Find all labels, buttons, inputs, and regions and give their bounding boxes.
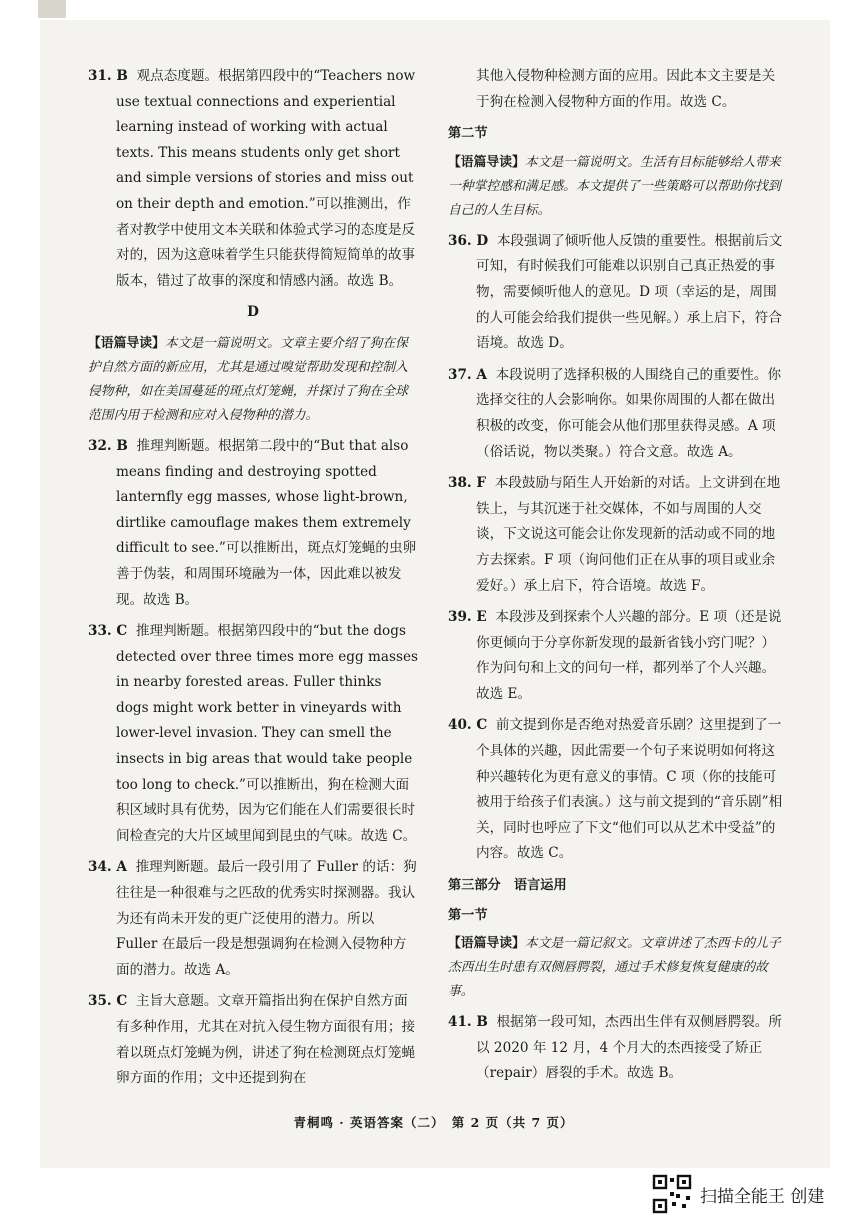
answer-32-number: 32. B — [88, 437, 128, 454]
guide-d-text: 本文是一篇说明文。文章主要介绍了狗在保护自然方面的新应用，尤其是通过嗅觉帮助发现和控制入侵物种，如在美国蔓延的斑点灯笼蝇，并探讨了狗在全球范围内用于检测和应对入侵物种的潜力。 — [88, 335, 408, 423]
answer-37 — [448, 363, 784, 465]
qr-code-icon — [652, 1174, 692, 1214]
answer-31 — [88, 64, 418, 294]
answer-35-number: 35. C — [88, 993, 128, 1010]
answer-34 — [88, 855, 418, 983]
answer-37-number: 37. A — [448, 366, 487, 383]
answer-36-number: 36. D — [448, 232, 489, 249]
answer-36 — [448, 229, 784, 357]
answer-41-text: 根据第一段可知，杰西出生伴有双侧唇腭裂。所以 2020 年 12 月，4 个月大的杰西接受了矫正（repair）唇裂的手术。故选 B。 — [476, 1014, 782, 1082]
guide-section-2-tag: 【语篇导读】 — [448, 154, 525, 170]
answer-31-text: 观点态度题。根据第四段中的“Teachers now use textual connections and experiential learning instead of working with actual texts. This means students only get short and simple versions of stories and miss out on their depth and emotion.”可以推测出，作者对教学中使用文本关联和体验式学习的态度是反对的，因为这意味着学生只能获得简短简单的故事版本，错过了故事的深度和情感内涵。故选 B。 — [116, 68, 416, 289]
answer-38-number: 38. F — [448, 475, 487, 492]
scan-tape-mark — [38, 0, 66, 18]
answer-33 — [88, 619, 418, 849]
guide-section-2 — [448, 151, 784, 223]
guide-part-3-text: 本文是一篇记叙文。文章讲述了杰西卡的儿子杰西出生时患有双侧唇腭裂，通过手术修复恢复健康的故事。 — [448, 936, 781, 1000]
answer-39-text: 本段涉及到探索个人兴趣的部分。E 项（还是说你更倾向于分享你新发现的最新省钱小窍门呢？）作为问句和上文的问句一样，都列举了个人兴趣。故选 E。 — [476, 609, 782, 702]
answer-36-text: 本段强调了倾听他人反馈的重要性。根据前后文可知，有时候我们可能难以识别自己真正热爱的事物，需要倾听他人的意见。D 项（幸运的是，周围的人可能会给我们提供一些见解。）承上启下，符合语境。故选 D。 — [476, 232, 783, 352]
left-column — [88, 64, 418, 1098]
answer-38-text: 本段鼓励与陌生人开始新的对话。上文讲到在地铁上，与其沉迷于社交媒体，不如与周围的人交谈，下文说这可能会让你发现新的活动或不同的地方去探索。F 项（询问他们正在从事的项目或业余爱好。）承上启下，符合语境。故选 F。 — [476, 475, 781, 594]
answer-38 — [448, 471, 784, 599]
answer-35-continued: 其他入侵物种检测方面的应用。因此本文主要是关于狗在检测入侵物种方面的作用。故选 C。 — [476, 68, 776, 110]
answer-35 — [88, 989, 418, 1091]
guide-part-3 — [448, 932, 784, 1004]
answer-34-text: 推理判断题。最后一段引用了 Fuller 的话：狗往往是一种很难与之匹敌的优秀实时探测器。我认为还有尚未开发的更广泛使用的潜力。所以 Fuller 在最后一段是想强调狗在检测入侵物种方面的潜力。故选 A。 — [116, 859, 417, 978]
answer-37-text: 本段说明了选择积极的人围绕自己的重要性。你选择交往的人会影响你。如果你周围的人都在做出积极的改变，你可能会从他们那里获得灵感。A 项（俗话说，物以类聚。）符合文意。故选 A。 — [476, 366, 782, 460]
answer-35-text: 主旨大意题。文章开篇指出狗在保护自然方面有多种作用，尤其在对抗入侵生物方面很有用；接着以斑点灯笼蝇为例，讲述了狗在检测斑点灯笼蝇卵方面的作用；文中还提到狗在 — [116, 993, 416, 1087]
answer-33-text: 推理判断题。根据第四段中的“but the dogs detected over three times more egg masses in nearby forested areas. Fuller thinks dogs might work better in vineyards with lower-level invasion. They can smell the insects in big areas that would take people too long to check.”可以推断出，狗在检测大面积区域时具有优势，因为它们能在人们需要很长时间检查完的大片区域里闻到昆虫的气味。故选 C。 — [116, 623, 418, 844]
part-3-heading: 第三部分 语言运用 — [448, 878, 567, 894]
guide-d-tag: 【语篇导读】 — [88, 335, 165, 351]
answer-40-text: 前文提到你是否绝对热爱音乐剧？这里提到了一个具体的兴趣，因此需要一个句子来说明如何将这种兴趣转化为更有意义的事情。C 项（你的技能可被用于给孩子们表演。）这与前文提到的“音乐剧”相关，同时也呼应了下文“他们可以从艺术中受益”的内容。故选 C。 — [476, 717, 783, 862]
guide-part-3-tag: 【语篇导读】 — [448, 936, 525, 952]
answer-41-number: 41. B — [448, 1014, 488, 1031]
answer-41 — [448, 1010, 784, 1087]
page-footer: 青桐鸣 · 英语答案（二） 第 2 页（共 7 页） — [293, 1115, 574, 1130]
answer-32-text: 推理判断题。根据第二段中的“But that also means finding and destroying spotted lanternfly egg masses, whose light-brown, dirtlike camouflage makes them extremely difficult to see.”可以推断出，斑点灯笼蝇的虫卵善于伪装，和周围环境融为一体，因此难以被发现。故选 B。 — [116, 437, 417, 608]
answer-32 — [88, 434, 418, 613]
answer-34-number: 34. A — [88, 859, 127, 876]
answer-39-number: 39. E — [448, 609, 487, 626]
answer-39 — [448, 605, 784, 707]
answer-33-number: 33. C — [88, 623, 128, 640]
answer-40 — [448, 713, 784, 867]
answer-40-number: 40. C — [448, 717, 488, 734]
section-1-heading: 第一节 — [448, 907, 488, 923]
right-column — [448, 64, 784, 1093]
guide-section-2-text: 本文是一篇说明文。生活有目标能够给人带来一种掌控感和满足感。本文提供了一些策略可以帮助你找到自己的人生目标。 — [448, 154, 781, 218]
guide-d — [88, 332, 418, 428]
scanner-watermark — [652, 1172, 852, 1216]
watermark-text: 扫描全能王 创建 — [700, 1186, 825, 1207]
section-d-heading: D — [247, 304, 259, 321]
section-2-heading: 第二节 — [448, 126, 488, 142]
answer-31-number: 31. B — [88, 68, 128, 84]
